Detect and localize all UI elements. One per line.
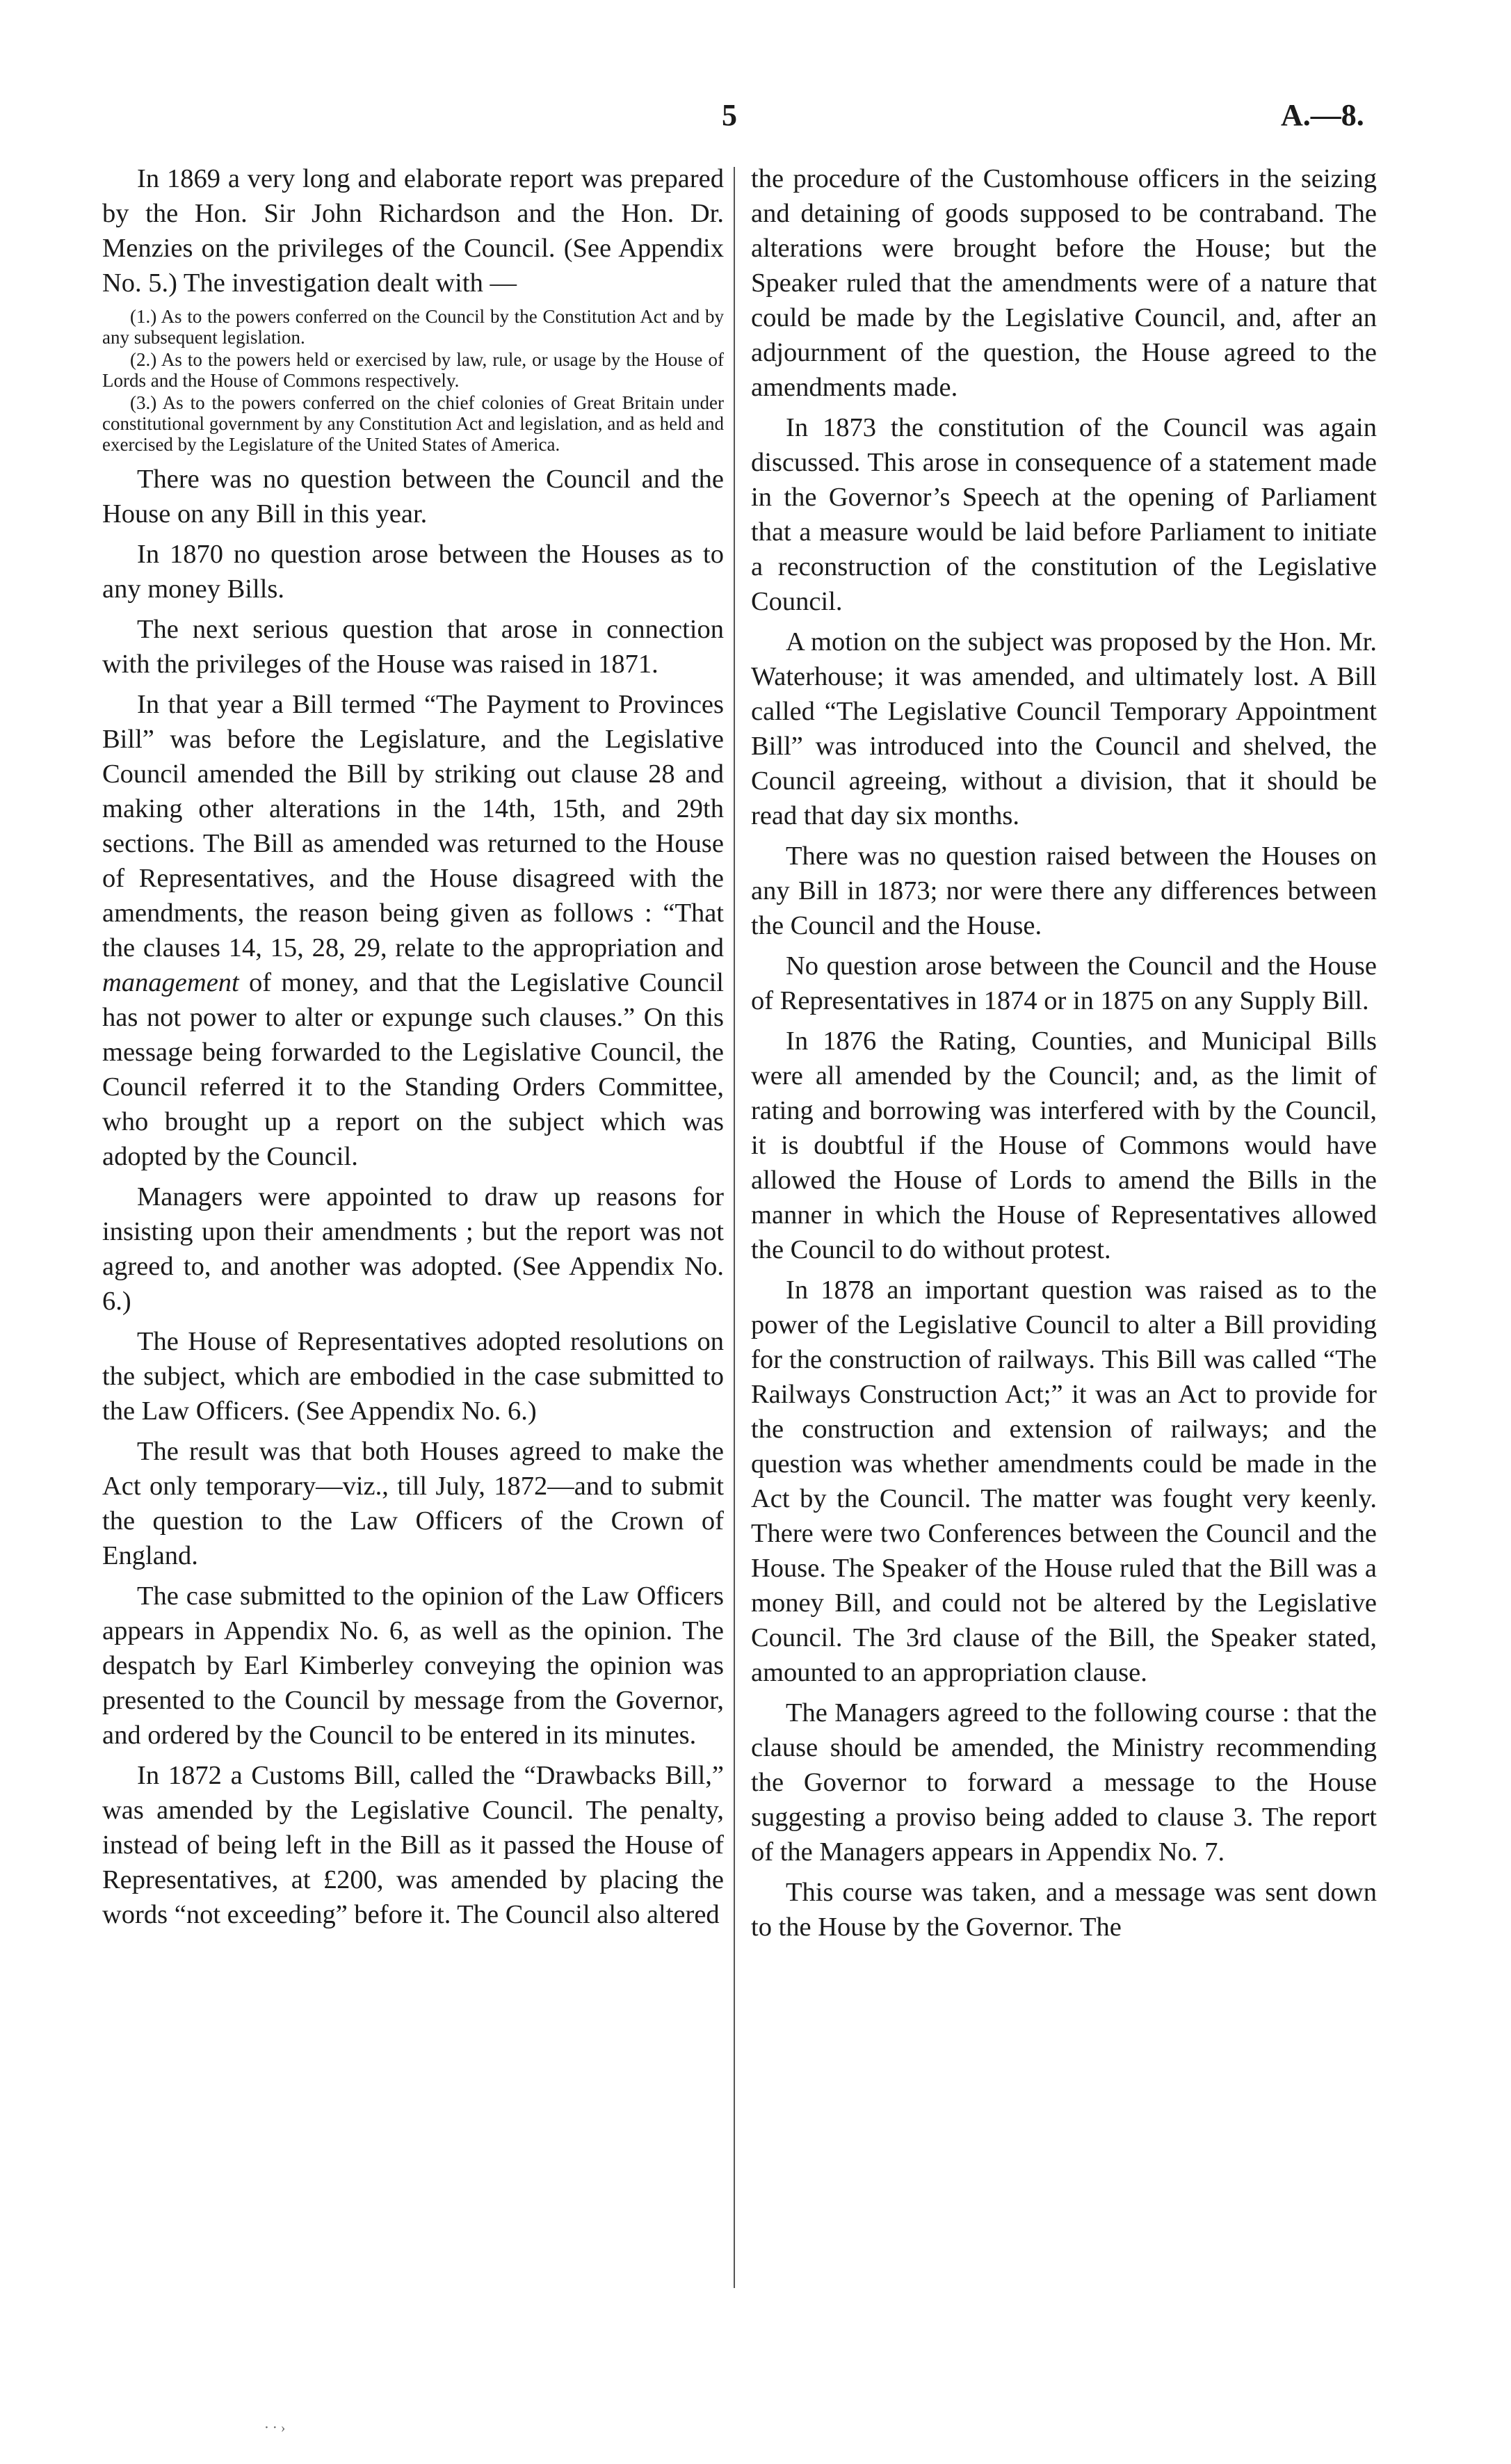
paragraph: The case submitted to the opinion of the Law Officers appears in Appendix No. 6, as well as the opinion. The despatch by Earl Kimberley conveying the opinion was presented to the Council by message from the Governor, and ordered by the Council to be entered in its minutes.	[102, 1581, 724, 1750]
paragraph: There was no question raised between the Houses on any Bill in 1873; nor were there any differences between the Council and the House.	[751, 842, 1377, 940]
left-column	[102, 161, 724, 1938]
paragraph: In 1872 a Customs Bill, called the “Drawbacks Bill,” was amended by the Legislative Council. The penalty, instead of being left in the Bill as it passed the House of Representatives, at £200, was amended by placing the words “not exceeding” before it. The Council also altered	[102, 1761, 724, 1929]
paragraph: In 1878 an important question was raised as to the power of the Legislative Council to alter a Bill providing for the construction of railways. This Bill was called “The Railways Construction Act;” it was an Act to provide for the construction and extension of railways; and the question was whether amendments could be made in the Act by the Council. The matter was fought very keenly. There were two Conferences between the Council and the House. The Speaker of the House ruled that the Bill was a money Bill, and could not be altered by the Legislative Council. The 3rd clause of the Bill, the Speaker stated, amounted to an appropriation clause.	[751, 1275, 1377, 1687]
paragraph: The next serious question that arose in connection with the privileges of the House was raised in 1871.	[102, 615, 724, 679]
list-item: (1.) As to the powers conferred on the Council by the Constitution Act and by any subsequent legislation.	[102, 306, 724, 348]
paragraph: Managers were appointed to draw up reasons for insisting upon their amendments ; but the report was not agreed to, and another was adopted. (See Appendix No. 6.)	[102, 1182, 724, 1316]
paragraph: The result was that both Houses agreed to make the Act only temporary—viz., till July, 1872—and to submit the question to the Law Officers of the Crown of England.	[102, 1437, 724, 1570]
page-number: 5	[722, 98, 737, 132]
paragraph: No question arose between the Council and the House of Representatives in 1874 or in 1875 on any Supply Bill.	[751, 951, 1377, 1015]
page-reference: A.—8.	[1281, 98, 1364, 132]
paragraph: In 1876 the Rating, Counties, and Municipal Bills were all amended by the Council; and, as the limit of rating and borrowing was interfered with by the Council, it is doubtful if the House of Commons would have allowed the House of Lords to amend the Bills in the manner in which the House of Representatives allowed the Council to do without protest.	[751, 1026, 1377, 1264]
paragraph: There was no question between the Council and the House on any Bill in this year.	[102, 465, 724, 529]
paragraph: In 1873 the constitution of the Council was again discussed. This arose in consequence of a statement made in the Governor’s Speech at the opening of Parliament that a measure would be laid before Parliament to initiate a reconstruction of the constitution of the Legislative Council.	[751, 413, 1377, 616]
column-divider	[734, 167, 735, 2288]
paragraph-text: In that year a Bill termed “The Payment to Provinces Bill” was before the Legislature, and the Legislative Council amended the Bill by striking out clause 28 and making other alterations in the 14th, 15th, and 29th sections. The Bill as amended was returned to the House of Representatives, and the House disagreed with the amendments, the reason being given as follows : “That the clauses 14, 15, 28, 29, relate to the appropriation and	[102, 690, 724, 963]
paragraph: This course was taken, and a message was sent down to the House by the Governor. The	[751, 1878, 1377, 1942]
paragraph: The Managers agreed to the following course : that the clause should be amended, the Ministry recommending the Governor to forward a message to the House suggesting a proviso being added to clause 3. The report of the Managers appears in Appendix No. 7.	[751, 1698, 1377, 1867]
print-mark: ⋅ ⋅ ›	[264, 2420, 286, 2435]
emphasis: management	[102, 968, 239, 997]
right-column	[751, 161, 1377, 1950]
paragraph	[102, 687, 724, 1174]
paragraph: the procedure of the Customhouse officers in the seizing and detaining of goods supposed to be contraband. The alterations were brought before the House; but the Speaker ruled that the amendments were of a nature that could be made by the Legislative Council, and, after an adjournment of the question, the House agreed to the amendments made.	[751, 164, 1377, 402]
paragraph: In 1869 a very long and elaborate report was prepared by the Hon. Sir John Richardson and the Hon. Dr. Menzies on the privileges of the Council. (See Appendix No. 5.) The investigation dealt with —	[102, 164, 724, 298]
paragraph: In 1870 no question arose between the Houses as to any money Bills.	[102, 540, 724, 604]
list-item: (3.) As to the powers conferred on the chief colonies of Great Britain under constitutional government by any Constitution Act and legislation, and as held and exercised by the Legislature of the United States of America.	[102, 392, 724, 455]
paragraph: A motion on the subject was proposed by the Hon. Mr. Waterhouse; it was amended, and ultimately lost. A Bill called “The Legislative Council Temporary Appointment Bill” was introduced into the Council and shelved, the Council agreeing, without a division, that it should be read that day six months.	[751, 627, 1377, 830]
paragraph: The House of Representatives adopted resolutions on the subject, which are embodied in the case submitted to the Law Officers. (See Appendix No. 6.)	[102, 1327, 724, 1426]
paragraph-text: of money, and that the Legislative Council has not power to alter or expunge such clauses.” On this message being forwarded to the Legislative Council, the Council referred it to the Standing Orders Committee, who brought up a report on the subject which was adopted by the Council.	[102, 968, 724, 1171]
list-item: (2.) As to the powers held or exercised by law, rule, or usage by the House of Lords and the House of Commons respectively.	[102, 349, 724, 391]
